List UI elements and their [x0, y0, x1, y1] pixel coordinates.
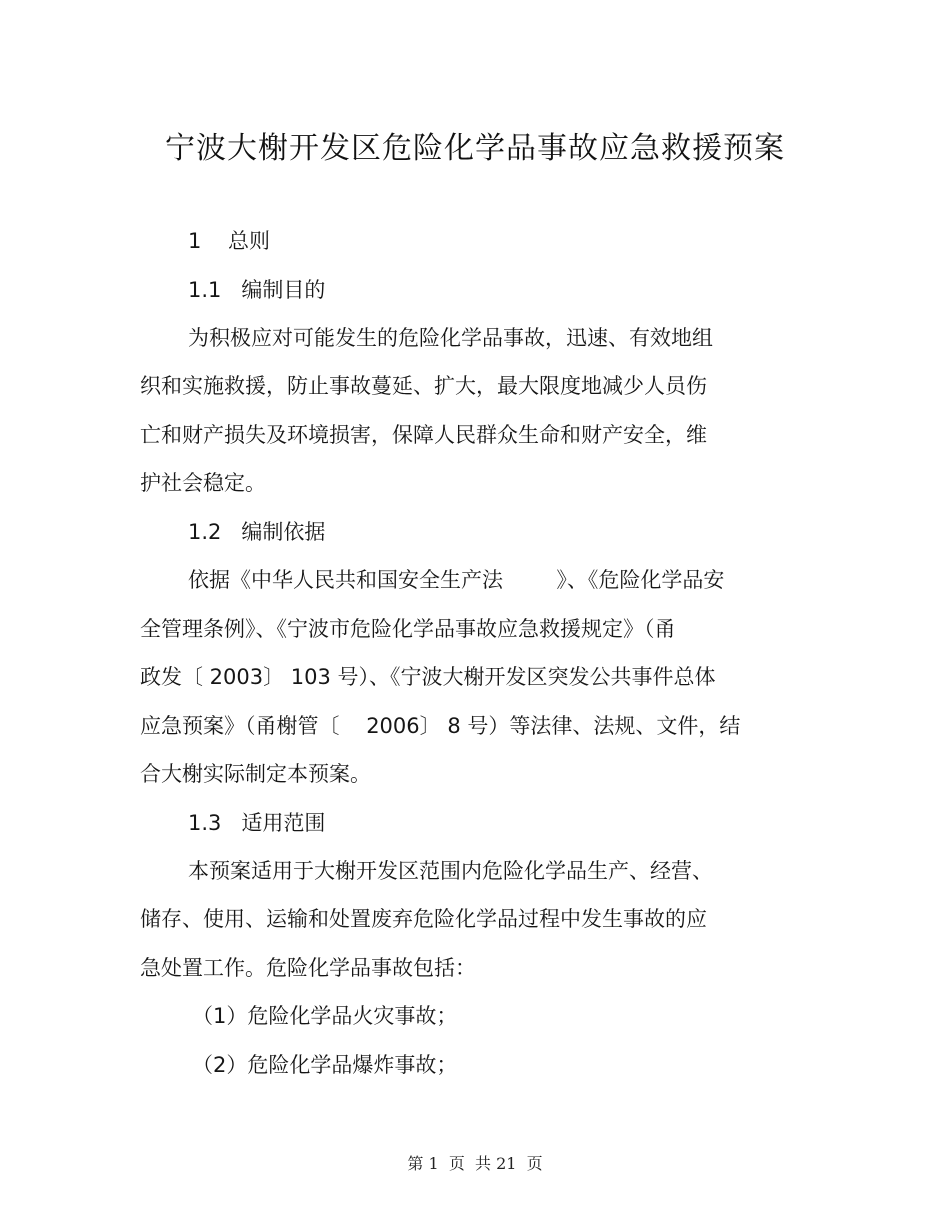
section-heading-1-1: 1.1 编制目的 [188, 278, 326, 302]
list-item: （2）危险化学品爆炸事故； [192, 1053, 458, 1077]
section-heading-1-2: 1.2 编制依据 [188, 520, 326, 544]
paragraph-line: 政发〔 2003〕 103 号）、《宁波大榭开发区突发公共事件总体 [140, 665, 716, 689]
list-item: （1）危险化学品火灾事故； [192, 1004, 458, 1028]
paragraph-line: 本预案适用于大榭开发区范围内危险化学品生产、经营、 [188, 859, 713, 883]
paragraph-line: 依据《中华人民共和国安全生产法 》、《危险化学品安 [188, 568, 725, 592]
paragraph-line: 储存、使用、运输和处置废弃危险化学品过程中发生事故的应 [140, 907, 707, 931]
section-heading-1: 1 总则 [188, 229, 271, 253]
page-footer: 第 1 页 共 21 页 [407, 1154, 543, 1173]
paragraph-line: 护社会稳定。 [140, 471, 266, 495]
paragraph-line: 亡和财产损失及环境损害，保障人民群众生命和财产安全，维 [140, 423, 707, 447]
paragraph-line: 全管理条例》、《宁波市危险化学品事故应急救援规定》（甬 [140, 617, 676, 641]
document-title: 宁波大榭开发区危险化学品事故应急救援预案 [165, 131, 785, 166]
section-heading-1-3: 1.3 适用范围 [188, 811, 326, 835]
paragraph-line: 应急预案》（甬榭管〔 2006〕 8 号）等法律、法规、文件，结 [140, 714, 741, 738]
paragraph-line: 为积极应对可能发生的危险化学品事故，迅速、有效地组 [188, 326, 713, 350]
paragraph-line: 合大榭实际制定本预案。 [140, 762, 371, 786]
paragraph-line: 织和实施救援，防止事故蔓延、扩大，最大限度地减少人员伤 [140, 374, 707, 398]
paragraph-line: 急处置工作。危险化学品事故包括： [140, 956, 476, 980]
